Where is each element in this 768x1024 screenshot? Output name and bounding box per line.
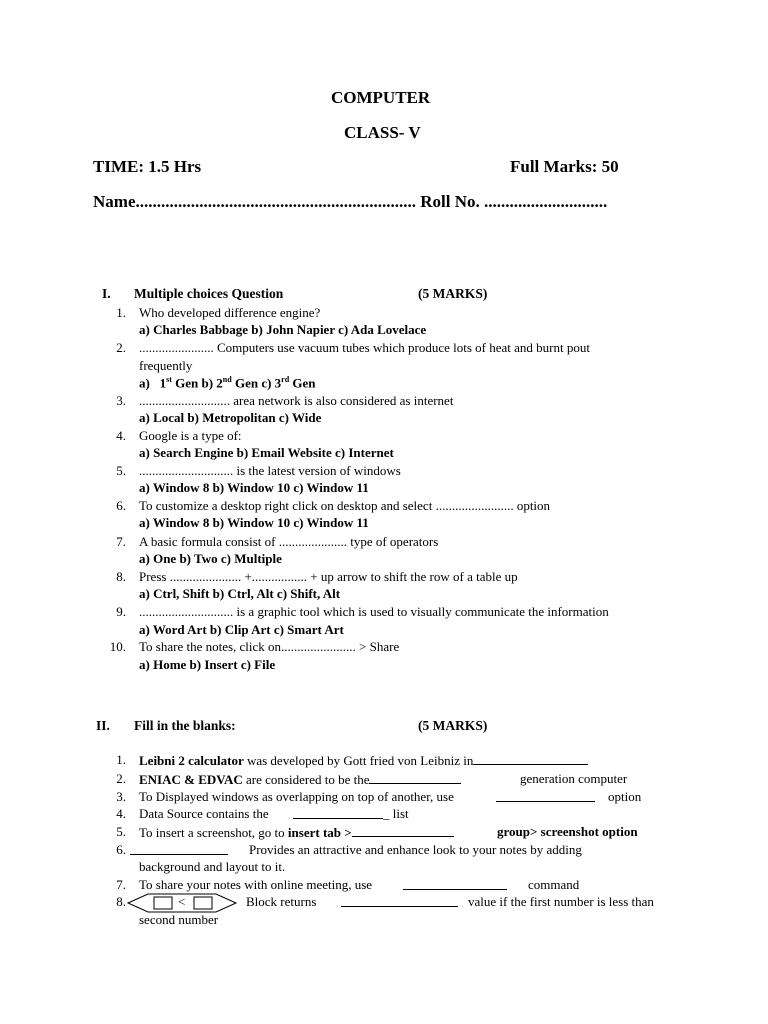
- option-a-sup: st: [166, 375, 172, 384]
- blank-after-text: generation computer: [520, 771, 628, 786]
- section2-title: Fill in the blanks:: [134, 718, 236, 733]
- option-a-rest: Gen b) 2: [171, 375, 223, 391]
- blank-number: 4.: [116, 806, 126, 821]
- full-marks-label: Full Marks: 50: [510, 157, 619, 176]
- option-a-num: 1: [159, 375, 167, 391]
- question-number: 3.: [116, 393, 126, 408]
- question-text: A basic formula consist of ..................... type of operators: [139, 534, 439, 549]
- answer-blank: [496, 789, 595, 807]
- question-number: 4.: [116, 428, 126, 443]
- class-title: CLASS- V: [344, 123, 421, 142]
- blank-text: To Displayed windows as overlapping on top of another, use: [139, 789, 454, 804]
- blank-number: 1.: [116, 752, 126, 767]
- blank-bold-term: Leibni 2 calculator: [139, 753, 244, 768]
- blank-bold-term: insert tab >: [287, 825, 352, 840]
- question-text: Who developed difference engine?: [139, 305, 321, 320]
- section2-numeral: II.: [96, 718, 110, 733]
- blank-number: 3.: [116, 789, 126, 804]
- question-number: 5.: [116, 463, 126, 478]
- blank-after-text: value if the first number is less than: [468, 894, 654, 909]
- section2-marks: (5 MARKS): [418, 718, 488, 733]
- question-number: 6.: [116, 498, 126, 513]
- question-text: Press ...................... +................. + up arrow to shift the row of a table up: [139, 569, 518, 584]
- question-number: 1.: [116, 305, 126, 320]
- blank-number: 5.: [116, 824, 126, 839]
- question-text-continued: frequently: [139, 358, 193, 373]
- question-options: [139, 375, 316, 391]
- question-options: a) One b) Two c) Multiple: [139, 551, 282, 566]
- blank-text: Data Source contains the: [139, 806, 269, 821]
- section1-numeral: I.: [102, 286, 111, 301]
- blank-number: 2.: [116, 771, 126, 786]
- blank-number: 8.: [116, 894, 126, 909]
- blank-after-text: option: [608, 789, 642, 804]
- question-options: a) Local b) Metropolitan c) Wide: [139, 410, 322, 425]
- question-options: a) Window 8 b) Window 10 c) Window 11: [139, 515, 369, 530]
- blank-text: are considered to be the: [242, 772, 370, 787]
- blank-item: [139, 824, 454, 841]
- question-options: a) Window 8 b) Window 10 c) Window 11: [139, 480, 369, 495]
- blank-text: was developed by Gott fried von Leibniz in: [243, 753, 474, 768]
- option-c-rest: Gen: [289, 375, 316, 391]
- blank-text: To insert a screenshot, go to: [139, 825, 288, 840]
- question-number: 2.: [116, 340, 126, 355]
- question-number: 9.: [116, 604, 126, 619]
- question-number: 10.: [109, 639, 126, 654]
- compare-block-icon: [126, 892, 238, 914]
- name-roll-line: Name.................................................................. Roll No. .............................: [93, 192, 608, 211]
- blank-text: Provides an attractive and enhance look to your notes by adding: [249, 842, 582, 857]
- blank-number: 7.: [116, 877, 126, 892]
- question-number: 8.: [116, 569, 126, 584]
- answer-blank: [352, 824, 454, 837]
- question-number: 7.: [116, 534, 126, 549]
- question-text: To customize a desktop right click on desktop and select ........................ option: [139, 498, 551, 513]
- question-text: To share the notes, click on....................... > Share: [139, 639, 400, 654]
- blank-number: 6.: [116, 842, 126, 857]
- question-options: a) Word Art b) Clip Art c) Smart Art: [139, 622, 344, 637]
- section1-title: Multiple choices Question: [134, 286, 284, 301]
- blank-bold-term: ENIAC & EDVAC: [139, 772, 243, 787]
- compare-sign: <: [178, 894, 186, 909]
- question-text: Google is a type of:: [139, 428, 242, 443]
- option-b-rest: Gen c) 3: [231, 375, 282, 391]
- question-options: a) Ctrl, Shift b) Ctrl, Alt c) Shift, Alt: [139, 586, 341, 601]
- blank-item: [139, 752, 588, 769]
- blank-text-continued: background and layout to it.: [139, 859, 286, 874]
- option-c-sup: rd: [281, 375, 290, 384]
- question-text: ............................. is the latest version of windows: [139, 463, 401, 478]
- answer-blank: [130, 842, 228, 860]
- answer-blank: [293, 806, 383, 824]
- blank-text: To share your notes with online meeting, use: [139, 877, 373, 892]
- question-options: a) Home b) Insert c) File: [139, 657, 276, 672]
- blank-after-text: command: [528, 877, 580, 892]
- blank-item: [139, 771, 461, 788]
- question-text: ............................ area network is also considered as internet: [139, 393, 454, 408]
- blank-after-bold: group> screenshot option: [497, 824, 638, 839]
- blank-after-text: _ list: [383, 806, 409, 821]
- time-label: TIME: 1.5 Hrs: [93, 157, 202, 176]
- blank-text: Block returns: [246, 894, 317, 909]
- question-text: ....................... Computers use vacuum tubes which produce lots of heat and burnt pout: [139, 340, 590, 355]
- option-prefix: a): [139, 375, 150, 391]
- blank-text-continued: second number: [139, 912, 219, 927]
- answer-blank: [473, 752, 588, 765]
- question-options: a) Search Engine b) Email Website c) Internet: [139, 445, 394, 460]
- section1-marks: (5 MARKS): [418, 286, 488, 301]
- answer-blank: [369, 771, 461, 784]
- subject-title: COMPUTER: [331, 88, 431, 107]
- answer-blank: [341, 894, 458, 912]
- question-text: ............................. is a graphic tool which is used to visually communicate the information: [139, 604, 609, 619]
- answer-blank: [403, 877, 507, 895]
- question-options: a) Charles Babbage b) John Napier c) Ada Lovelace: [139, 322, 427, 337]
- option-b-sup: nd: [222, 375, 232, 384]
